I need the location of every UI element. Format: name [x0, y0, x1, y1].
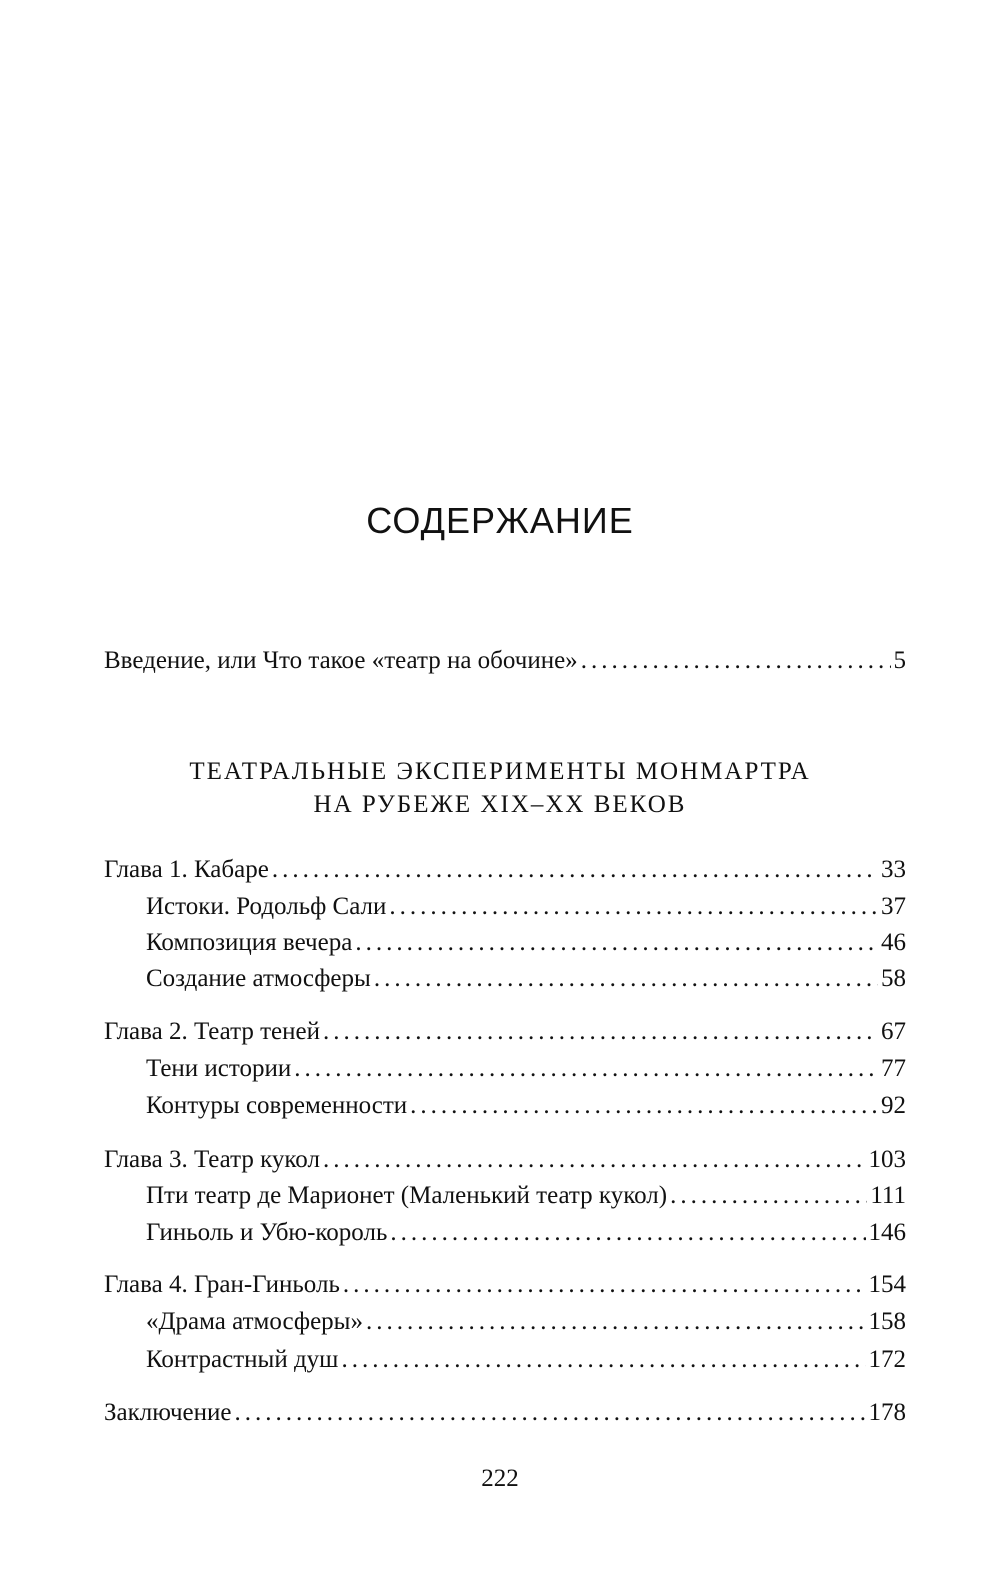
toc-section	[146, 1307, 906, 1337]
leader-dots	[323, 1017, 878, 1047]
toc-section	[146, 1345, 906, 1375]
leader-dots	[374, 964, 878, 994]
toc-section	[146, 1054, 906, 1084]
toc-section	[146, 964, 906, 994]
leader-dots	[343, 1270, 866, 1300]
toc-section	[146, 892, 906, 922]
part-heading-line-1: ТЕАТРАЛЬНЫЕ ЭКСПЕРИМЕНТЫ МОНМАРТРА	[189, 758, 811, 785]
toc-entry-page: 178	[868, 1399, 906, 1426]
toc-chapter-1	[104, 855, 906, 885]
toc-entry-label: Заключение	[104, 1399, 232, 1426]
toc-entry-label: Гиньоль и Убю-король	[146, 1219, 388, 1246]
toc-entry-page: 103	[868, 1146, 906, 1173]
toc-entry-page: 67	[881, 1018, 906, 1045]
toc-entry-label: Контрастный душ	[146, 1346, 339, 1373]
leader-dots	[366, 1307, 866, 1337]
leader-dots	[581, 646, 891, 676]
toc-entry-label: Композиция вечера	[146, 929, 353, 956]
leader-dots	[323, 1145, 866, 1175]
leader-dots	[389, 892, 878, 922]
page-number: 222	[481, 1465, 519, 1492]
toc-entry-page: 92	[881, 1092, 906, 1119]
toc-entry-label: Глава 1. Кабаре	[104, 856, 269, 883]
toc-entry-label: Глава 4. Гран-Гиньоль	[104, 1271, 340, 1298]
toc-entry-label: Глава 2. Театр теней	[104, 1018, 320, 1045]
toc-entry-page: 33	[881, 856, 906, 883]
toc-entry-page: 158	[868, 1308, 906, 1335]
toc-entry-label: Пти театр де Марионет (Маленький театр кукол)	[146, 1182, 668, 1209]
toc-chapter-4	[104, 1270, 906, 1300]
toc-entry-page: 146	[868, 1219, 906, 1246]
toc-chapter-3	[104, 1145, 906, 1175]
toc-entry-intro	[104, 646, 906, 676]
page-title: СОДЕРЖАНИЕ	[366, 500, 634, 541]
toc-entry-page: 172	[868, 1346, 906, 1373]
toc-section	[146, 1218, 906, 1248]
leader-dots	[410, 1091, 878, 1121]
toc-entry-label: Введение, или Что такое «театр на обочине»	[104, 647, 578, 674]
leader-dots	[235, 1398, 866, 1428]
toc-entry-label: Контуры современности	[146, 1092, 408, 1119]
leader-dots	[294, 1054, 878, 1084]
toc-section	[146, 928, 906, 958]
leader-dots	[355, 928, 878, 958]
toc-section	[146, 1091, 906, 1121]
toc-entry-page: 58	[881, 965, 906, 992]
toc-section	[146, 1181, 906, 1211]
toc-entry-label: Создание атмосферы	[146, 965, 371, 992]
toc-entry-page: 77	[881, 1055, 906, 1082]
leader-dots	[341, 1345, 865, 1375]
leader-dots	[670, 1181, 867, 1211]
part-heading-line-2: НА РУБЕЖЕ XIX–XX ВЕКОВ	[313, 791, 687, 818]
toc-entry-page: 46	[881, 929, 906, 956]
toc-entry-page: 154	[868, 1271, 906, 1298]
toc-entry-label: Истоки. Родольф Сали	[146, 893, 387, 920]
toc-entry-page: 37	[881, 893, 906, 920]
toc-entry-label: Глава 3. Театр кукол	[104, 1146, 320, 1173]
toc-entry-label: Тени истории	[146, 1055, 292, 1082]
toc-entry-page: 111	[870, 1182, 906, 1209]
toc-entry-label: «Драма атмосферы»	[146, 1308, 363, 1335]
toc-entry-conclusion	[104, 1398, 906, 1428]
leader-dots	[272, 855, 878, 885]
toc-entry-page: 5	[893, 647, 906, 674]
leader-dots	[390, 1218, 865, 1248]
toc-chapter-2	[104, 1017, 906, 1047]
